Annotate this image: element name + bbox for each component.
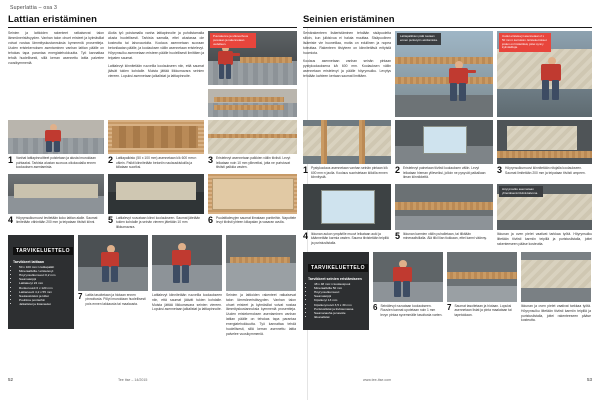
- left-step-6-number: 6: [208, 214, 214, 225]
- left-step-3: [208, 156, 297, 170]
- list-item: • Mineraalivilla 50 mm: [314, 286, 364, 290]
- left-callout-1: Puurakenne ja ulkoverhous puretaan ja rakennetaan uudelleen.: [210, 33, 256, 48]
- running-head: Superlattia – osa 3: [10, 5, 58, 11]
- right-step-7-text: Saumat tasoitetaan ja hiotaan. Lopuksi asennetaan listat ja pinta maalataan tai tapetoidaan.: [454, 303, 512, 317]
- right-step-2: [395, 166, 493, 180]
- right-step-3: [497, 166, 592, 175]
- left-step-4: [8, 216, 104, 225]
- right-bottom-photo: [521, 252, 591, 302]
- left-step-photo-7: [78, 235, 148, 291]
- right-hero-photo-2: [497, 31, 592, 117]
- right-step-photo-3: [497, 120, 592, 164]
- left-page: [8, 14, 297, 386]
- folio-center-right: www.tee-itse.com: [363, 378, 392, 382]
- right-intro-col-2: Koolaus asennetaan vanhan seinän pintaan pystykoolauksena k/k 600 mm. Koolauksen väliin asennetaan eristelevyt ja päälle höyrynsulku. Levytys tehdään kahteen kertaan saumat limittäen.: [303, 58, 391, 78]
- spread-container: [8, 14, 592, 386]
- left-bottom-caption-2: [152, 293, 222, 313]
- left-title-rule: [8, 27, 297, 28]
- left-step-photo-2: [108, 120, 204, 154]
- right-callout-2: Uudet eristelevyt asennetaan 2 x 50 mm:n kerroksin. Eristekerrokset joiden on limitettävä, jottei synny kylmäsiltoja.: [499, 33, 551, 52]
- list-item: • Saumanauha ja tasoite: [314, 311, 364, 315]
- list-item: • Puristuslistat ja tiivistemassa: [314, 307, 364, 311]
- right-step-4: [303, 232, 391, 246]
- left-bottom-photo-3: [226, 235, 296, 291]
- right-page: [303, 14, 592, 386]
- left-step-4-text: Höyrynsulkumuovi levitetään koko lattian alalle. Saumat limitetään vähintään 200 mm ja teipataan tiiviisti kiinni.: [16, 215, 98, 225]
- left-tipbox-title: TARVIKELUETTELO: [13, 247, 73, 255]
- right-step-1-number: 1: [303, 165, 309, 175]
- right-bottom-caption-text: Ikkunan ja oven pielet vaativat tarkkaa työtä. Höyrynsulku liitetään tiiviisti karmiin teipillä ja puristuslistalla, jottei rakenteeseen pääse kosteutta.: [521, 303, 591, 323]
- left-intro-col-2: Aloita työ poistamalla vanha lattiapinnoite ja puhdistamalla alusta huolellisesti. Tarkista samalla, ettei alustassa ole kosteutta tai lahovaurioita. Koolaus asennetaan suoraan betonilaatan päälle, ja koolauksen väliin asennetaan eristelevyt. Höyrynsulku asennetaan eristeen päälle huolellisesti limittäen ja teipaten saumat.: [108, 31, 204, 60]
- right-step-2-text: Eristelevyt painetaan tiiviisti koolauksen väliin. Levyt leikataan hieman ylileveiksi, jolloin ne pysyvät paikallaan ilman kiinnikkeitä.: [403, 166, 486, 180]
- left-step-5: [108, 216, 204, 230]
- left-step-1: [8, 156, 104, 170]
- list-item: • Höyrynsulkumuovi 0,2 mm: [19, 273, 69, 277]
- left-step-6-text: Puulattialevyjen saumat liimataan pontteihin. Naputtele levyt tiiviisti yhteen kiilapalan ja vasaran avulla.: [216, 215, 297, 225]
- left-step-4-number: 4: [8, 214, 14, 225]
- right-tipbox-subtitle: Tarvikkeet seinien eristämiseen: [308, 276, 362, 281]
- right-step-4-number: 4: [303, 230, 309, 241]
- right-hero-photo: [395, 31, 493, 117]
- left-hero-photo-2: [208, 89, 297, 117]
- list-item: • Jalkalistat ja listanaulat: [19, 302, 69, 306]
- right-step-3-text: Höyrynsulkumuovi kiinnitetään nitojalla koolaukseen. Saumat limitetään 200 mm ja teipataan tiiviisti umpeen.: [505, 166, 586, 175]
- left-step-photo-1: [8, 120, 104, 154]
- right-extra-caption-text: Ikkunan ja oven pielet vaativat tarkkaa työtä. Höyrynsulku liitetään tiiviisti karmiin teipillä ja puristuslistalla, jottei rakenteeseen pääse kosteutta.: [497, 231, 592, 246]
- right-tipbox-list: [308, 282, 364, 320]
- list-item: • Naulauskiskot ja kiilat: [19, 294, 69, 298]
- left-step-7-number: 7: [78, 291, 83, 301]
- right-step-1-text: Pystykoolaus asennetaan vanhan seinän pintaan k/k 600 mm:n jaolla. Koolaus suoristetaan kiiloilla ennen kiinnitystä.: [311, 166, 388, 180]
- right-bottom-caption: [521, 304, 591, 324]
- left-tipbox: [8, 235, 74, 329]
- right-step-1: [303, 166, 391, 180]
- list-item: • Höyrynsulkumuovi: [314, 290, 364, 294]
- left-step-2-text: Lattiapalkisto (50 x 100 mm) asennetaan k/k 600 mm:n välein. Palkit kiinnitetään betoniin naulauskiskoilla ja kiilataan suoriksi.: [116, 156, 197, 170]
- right-step-6-number: 6: [373, 302, 378, 312]
- left-step-photo-3: [208, 120, 297, 154]
- folio-center-left: Tee itse – 14/2015: [118, 378, 148, 382]
- right-step-photo-2: [395, 120, 493, 164]
- folio-right: 53: [586, 377, 592, 382]
- right-step-photo-7: [447, 252, 517, 302]
- left-step-photo-6: [208, 174, 297, 214]
- right-step-4-text: Ikkunan aukon ympärille muovi leikataan auki ja käännetään karmia vasten. Sauma tiivistetään teipillä ja puristuslistalla.: [311, 231, 389, 246]
- left-step-3-number: 3: [208, 155, 214, 165]
- left-step-7: [78, 293, 148, 307]
- list-item: • 50 x 100 mm:n lattiapalkit: [19, 265, 69, 269]
- list-item: • Runkoruuvit 6 x 120 mm: [19, 286, 69, 290]
- right-step-5: [395, 232, 493, 241]
- right-step-photo-5: [395, 184, 493, 230]
- list-item: • Puuliima pontteihin: [19, 298, 69, 302]
- list-item: • Mineraalivilla / eristelevyt: [19, 269, 69, 273]
- right-callout-4: Höyrynsulku asennetaan yhtenäisenä tiiviinä kalvona.: [499, 186, 543, 198]
- left-step-6: [208, 216, 297, 225]
- list-item: • Lattialevyt 22 mm: [19, 281, 69, 285]
- folio-left: 52: [8, 377, 14, 382]
- left-step-1-text: Vanhat lattiapinnoitteet poistetaan ja alusta imuroidaan puhtaaksi. Tarkista alustan suoruus oikolaudalla ennen koolauksen asentamista.: [16, 156, 96, 170]
- left-bottom-caption-3-text: Seinien ja lattioiden rakenteet ratkaisevat talon lämmöneristävyyden. Vanhan talon ohuet eristeet ja kylmäsillat voivat nostaa lämmityskustannuksia kymmeniä prosentteja. Uuden eristekerroksen asentaminen vanhan lattian päälle on tehokas tapa parantaa energiatehokkuutta. Työ kannattaa tehdä huolellisesti, sillä kerran asennettu lattia palvelee vuosikymmeniä.: [226, 292, 296, 337]
- right-step-photo-1: [303, 120, 391, 164]
- right-step-5-text: Ikkunan karmien väliin puhalletaan, tai tilkitään mineraalivillalla. Älä tilki liian tiukkaan, ettei karmi väänny.: [403, 231, 487, 241]
- left-hero-photo: [208, 31, 297, 85]
- right-step-7-number: 7: [447, 302, 452, 312]
- left-step-1-number: 1: [8, 155, 14, 165]
- right-step-photo-4: [303, 184, 391, 230]
- right-step-photo-extra: [497, 184, 592, 230]
- left-step-7-text: Lattia tasoitetaan ja hiotaan ennen pinnoitusta. Pölyt imuroidaan huolellisesti pois ennen lakkausta tai maalausta.: [85, 292, 146, 306]
- left-bottom-caption-3: [226, 293, 296, 337]
- list-item: • Lattiaruuvit 4,2 x 55 mm: [19, 290, 69, 294]
- right-tipbox: [303, 252, 369, 330]
- list-item: • 48 x 48 mm:n koolauspuut: [314, 282, 364, 286]
- left-tipbox-subtitle: Tarvikkeet lattiaan: [13, 259, 45, 264]
- right-extra-caption: [497, 232, 592, 247]
- left-intro-col-3: Lattialevyt kiinnitetään ruuveilla koolaukseen niin, että saumat jäävät tukien kohdalle. Muista jättää liikkumavara seinien viereen. Lopuksi asennetaan jalkalistat ja lattiapinnoite.: [108, 63, 204, 78]
- right-step-7: [447, 304, 517, 318]
- left-step-5-text: Lattialevyt ruuvataan kiinni koolaukseen. Saumat jätetään tukien kohdalle ja seinän viereen jätetään 10 mm liikkumavara.: [116, 215, 201, 230]
- left-step-5-number: 5: [108, 214, 114, 225]
- left-step-2-number: 2: [108, 155, 114, 165]
- right-section-title: Seinien eristäminen: [303, 14, 395, 25]
- right-step-6: [373, 304, 443, 318]
- right-title-rule: [303, 27, 592, 28]
- right-step-3-number: 3: [497, 165, 503, 175]
- right-step-5-number: 5: [395, 230, 401, 241]
- right-tipbox-title: TARVIKELUETTELO: [308, 264, 368, 272]
- left-tipbox-list: [13, 265, 69, 307]
- right-step-photo-6: [373, 252, 443, 302]
- left-step-photo-4: [8, 174, 104, 214]
- right-intro-col-1: Seinärakenteen lisäeristäminen tehdään sisäpuolelta silloin, kun julkisivua ei haluta muuttaa. Sisäpuolinen lisäeriste vie huonetilaa, mutta on edullinen ja nopea toteuttaa. Rakenteen tiiviyteen on kiinnitettävä erityistä huomiota.: [303, 31, 391, 55]
- left-intro-col-1: Seinien ja lattioiden rakenteet ratkaisevat talon lämmöneristävyyden. Vanhan talon ohuet eristeet ja kylmäsillat voivat nostaa lämmityskustannuksia kymmeniä prosentteja. Uuden eristekerroksen asentaminen vanhan lattian päälle on tehokas tapa parantaa energiatehokkuutta. Työ kannattaa tehdä huolellisesti, sillä kerran asennettu lattia palvelee vuosikymmeniä.: [8, 31, 104, 65]
- left-step-3-text: Eristelevyt asennetaan palkkien väliin tiiviisti. Levyt leikataan noin 10 mm ylileveiksi, jotta ne puristuvat tiiviisti palkkia vasten.: [216, 156, 291, 170]
- right-step-2-number: 2: [395, 165, 401, 175]
- list-item: • Kipsilevyruuvit 3,5 x 30 mm: [314, 303, 364, 307]
- left-section-title: Lattian eristäminen: [8, 14, 98, 25]
- left-step-photo-5: [108, 174, 204, 214]
- left-step-2: [108, 156, 204, 170]
- list-item: • Kipsilevyt 13 mm: [314, 298, 364, 302]
- right-step-6-text: Seinälevyt ruuvataan koolaukseen. Ruuvien kannat upotetaan noin 1 mm levyn pintaa syvemmälle tasoitusta varten.: [380, 303, 443, 317]
- left-bottom-photo-2: [152, 235, 222, 291]
- list-item: • Saumateippi: [314, 294, 364, 298]
- right-callout-3: Lattiapalkkien päät tuetaan ennen purkutyön aloittamista.: [397, 33, 441, 45]
- left-bottom-caption-2-text: Lattialevyt kiinnitetään ruuveilla koolaukseen niin, että saumat jäävät tukien kohdalle. Muista jättää liikkumavara seinien viereen. Lopuksi asennetaan jalkalistat ja lattiapinnoite.: [152, 292, 222, 312]
- list-item: • Saumateippi: [19, 277, 69, 281]
- list-item: • Ikkunalistat: [314, 315, 364, 319]
